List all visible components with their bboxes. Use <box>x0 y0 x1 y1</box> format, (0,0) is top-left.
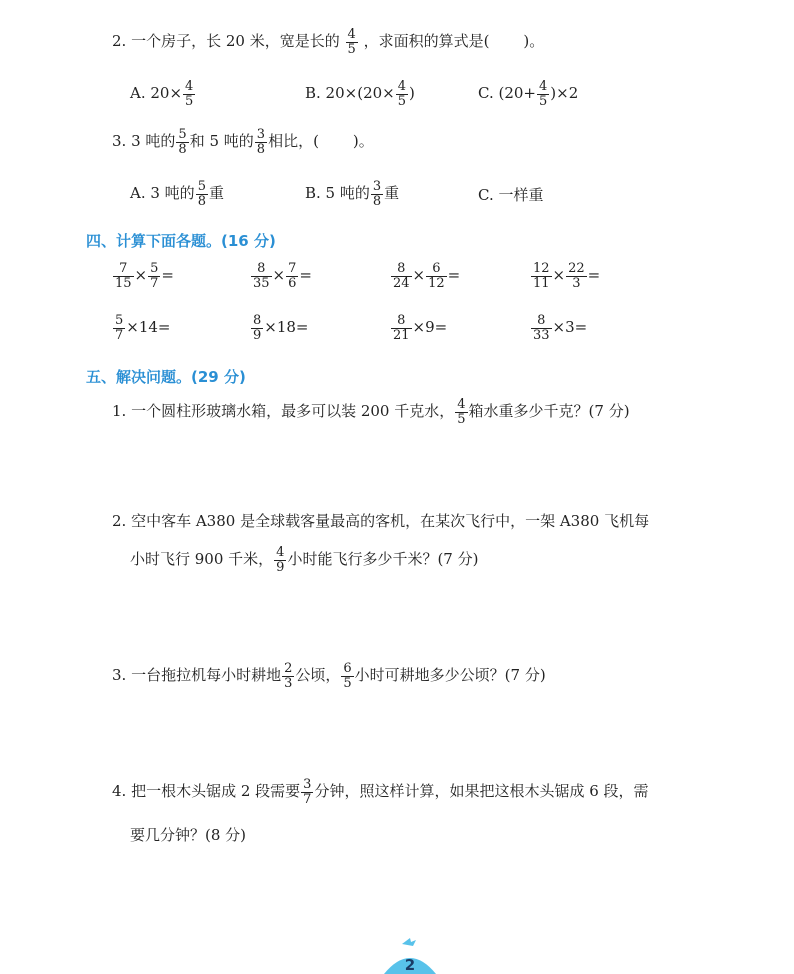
option-label: B. 20×(20× <box>305 84 395 103</box>
fraction: $\frac{2}{3}$ <box>284 661 293 691</box>
option-tail: ) <box>409 84 415 103</box>
question-2 <box>112 28 544 56</box>
option-label: A. 20× <box>130 84 183 103</box>
question-text: 和 5 吨的 <box>189 132 254 151</box>
problem-4-line-2: 要几分钟？(8 分) <box>130 826 247 844</box>
question-3 <box>112 128 374 156</box>
section-4-title: 四、计算下面各题。(16 分) <box>86 232 276 250</box>
problem-text: 分钟，照这样计算，如果把这根木头锯成 6 段，需 <box>314 782 649 801</box>
calc-item: $\frac{8}{24}$ × $\frac{6}{12}$ = <box>393 261 461 291</box>
problem-text: 公顷， <box>295 666 341 685</box>
option-c[interactable] <box>478 188 543 203</box>
option-c[interactable] <box>478 80 578 108</box>
sail-flag-icon <box>402 938 416 946</box>
problem-text: 小时飞行 900 千米， <box>130 550 274 569</box>
option-label: C. 一样重 <box>478 186 544 204</box>
option-label: C. (20+ <box>478 84 536 103</box>
calc-item: $\frac{8}{33}$ ×3= <box>533 313 588 343</box>
option-a[interactable] <box>130 180 224 208</box>
page-number-badge <box>380 938 440 974</box>
problem-text: 4. 把一根木头锯成 2 段需要 <box>112 782 301 801</box>
option-b[interactable] <box>305 80 415 108</box>
calc-item: $\frac{8}{21}$ ×9= <box>393 313 448 343</box>
fraction: $\frac{4}{5}$ <box>185 79 194 109</box>
question-number: 2. <box>112 32 127 51</box>
question-text: )。 <box>352 132 374 151</box>
option-b[interactable] <box>305 180 399 208</box>
fraction: $\frac{5}{8}$ <box>178 127 187 157</box>
problem-text: 3. 一台拖拉机每小时耕地 <box>112 666 282 685</box>
problem-text: 小时可耕地多少公顷？(7 分) <box>354 666 546 685</box>
page-number: 2 <box>404 956 416 974</box>
fraction: $\frac{5}{8}$ <box>197 179 206 209</box>
fraction: $\frac{4}{5}$ <box>397 79 407 109</box>
section-5-title: 五、解决问题。(29 分) <box>86 368 246 386</box>
option-tail: 重 <box>384 184 400 203</box>
option-a[interactable] <box>130 80 196 108</box>
fraction: $\frac{3}{8}$ <box>256 127 266 157</box>
problem-text: 1. 一个圆柱形玻璃水箱，最多可以装 200 千克水， <box>112 402 455 421</box>
question-text: ，求面积的算式是( <box>363 32 490 51</box>
problem-3 <box>112 662 546 690</box>
question-text: 一个房子，长 20 米，宽是长的 <box>131 32 340 51</box>
option-label: A. 3 吨的 <box>130 184 195 203</box>
calc-item: $\frac{5}{7}$ ×14= <box>115 313 171 343</box>
calc-item: $\frac{8}{9}$ ×18= <box>253 313 309 343</box>
calc-item: $\frac{12}{11}$ × $\frac{22}{3}$ = <box>533 261 601 291</box>
fraction: $\frac{4}{5}$ <box>347 27 356 57</box>
question-text: 相比，( <box>268 132 319 151</box>
fraction: $\frac{4}{5}$ <box>457 397 466 427</box>
fraction: $\frac{4}{5}$ <box>539 79 548 109</box>
question-text: 3 吨的 <box>131 132 176 151</box>
problem-text: 箱水重多少千克？(7 分) <box>468 402 630 421</box>
fraction: $\frac{4}{9}$ <box>276 545 285 575</box>
option-label: B. 5 吨的 <box>305 184 370 203</box>
problem-2-line-1: 2. 空中客车 A380 是全球载客量最高的客机，在某次飞行中，一架 A380 飞机每 <box>112 512 650 530</box>
fraction: $\frac{3}{8}$ <box>372 179 382 209</box>
fraction: $\frac{6}{5}$ <box>343 661 352 691</box>
option-tail: 重 <box>208 184 224 203</box>
problem-1 <box>112 398 630 426</box>
fraction: $\frac{3}{7}$ <box>303 777 312 807</box>
problem-text: 小时能飞行多少千米？(7 分) <box>287 550 479 569</box>
problem-4-line-1 <box>112 778 649 806</box>
question-text: )。 <box>523 32 545 51</box>
option-tail: )×2 <box>550 84 579 103</box>
question-number: 3. <box>112 132 127 151</box>
calc-item: $\frac{7}{15}$ × $\frac{5}{7}$ = <box>115 261 174 291</box>
problem-2-line-2 <box>130 546 478 574</box>
calc-item: $\frac{8}{35}$ × $\frac{7}{6}$ = <box>253 261 312 291</box>
